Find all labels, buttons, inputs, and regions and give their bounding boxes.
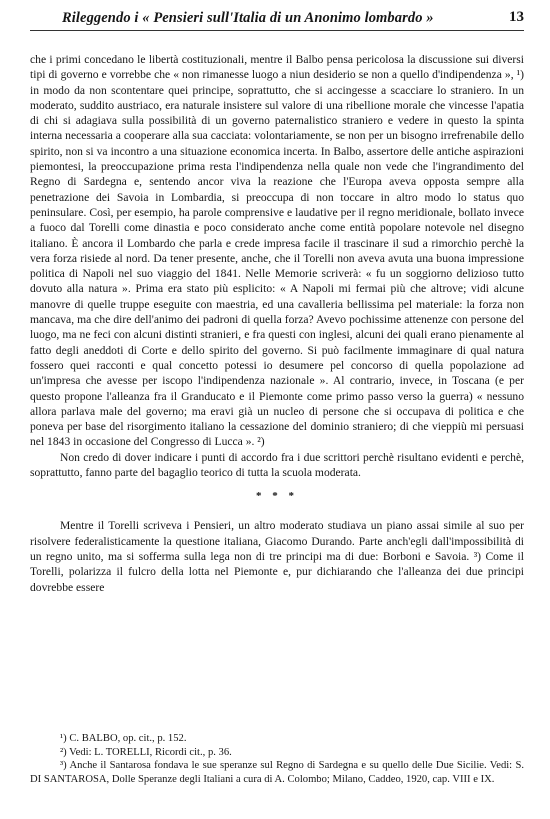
footnote: ²) Vedi: L. TORELLI, Ricordi cit., p. 36.	[60, 746, 232, 758]
paragraph: Mentre il Torelli scriveva i Pensieri, un altro moderato studiava un piano assai simile al suo per risolvere federalisticamente la questione italiana, Giacomo Durando. Parte anch'egli dall'impossibilità di un regno unito, ma si sofferma sulla lega non di tre principi ma di due: Borboni e Savoia. ³) Come il Torelli, polarizza il fulcro della lotta nel Piemonte e, pur dichiarando che l'alleanza dei due principi dovrebbe essere	[30, 519, 524, 594]
running-header	[30, 8, 524, 31]
body-text	[30, 52, 524, 595]
footnote: ³) Anche il Santarosa fondava le sue speranze sul Regno di Sardegna e su quello delle Due Sicilie. Vedi: S. DI SANTAROSA, Dolle Speranze degli Italiani a cura di A. Colombo; Milano, Caddeo, 1920, cap. VIII e IX.	[30, 760, 524, 785]
running-title: Rileggendo i « Pensieri sull'Italia di un Anonimo lombardo »	[62, 10, 434, 26]
section-separator: * * *	[256, 490, 298, 503]
page-number: 13	[509, 9, 524, 25]
paragraph: che i primi concedano le libertà costituzionali, mentre il Balbo pensa pericolosa la discussione sui diversi tipi di governo e vorrebbe che « non rimanesse luogo a niun desiderio se non a quello d'indipendenza », ¹) in modo da non scontentare quei principe, soprattutto, che si accingesse a scacciare lo straniero. In un moderato, suddito austriaco, era naturale insistere sul valore di una ribellione morale che vincesse l'apatia di chi si adagiava sulla possibilità di un governo paternalistico straniero e vedere in questo la spinta interna necessaria a cooperare alla sua cacciata: volontariamente, se non per un bisogno irrefrenabile dello spirito, non si va incontro a una situazione economica incerta. In Balbo, assertore delle antiche aspirazioni piemontesi, la preoccupazione prima resta l'indipendenza nella quale non vede che l'ingrandimento del Regno di Sardegna e, sentendo ancor viva la reazione che l'Europa aveva opposta sempre alla penetrazione dei Savoia in Lombardia, si preoccupa di non toccare in altro modo lo status quo peninsulare. Così, per esempio, ha parole comprensive e laudative per il regno meridionale, bollato invece a fuoco dal Torelli come dinastia e poco considerato anche come entità popolare notevole nel disegno italiano. È ancora il Lombardo che parla e crede impresa facile il trascinare il sud a rimorchio perchè la vera forza risiede al nord. Da tener presente, anche, che il Torelli non aveva avuta una buona impressione politica di Napoli nel suo viaggio del 1841. Nelle Memorie scriverà: « fu un soggiorno delizioso tutto dovuto alla natura ». Prima era stato più esplicito: « A Napoli mi fermai più che altrove; vidi alcune manovre di quelle truppe eseguite con maestria, ed una cavalleria bellissima pel materiale: la forza non mancava, ma che dire dell'animo dei padroni di quella forza? Avevo pochissime attenenze con persone del luogo, ma ne feci con alcuni distinti stranieri, e fra questi con inglesi, alcuni dei quali erano pienamente al fatto degli aneddoti di Corte e dello spirito del governo. Si può facilmente immaginare di qual natura fossero quei racconti e qual concetto potessi io desumere pel concorso di quella popolazione ad un'impresa che avesse per iscopo l'indipendenza nazionale ». Al contrario, invece, in Toscana (e per questo propone l'alleanza fra il Granducato e il Piemonte come primo passo verso la guerra) « nessuno allora parlava male del governo; ma eravi già un nucleo di persone che si occupava di politica e che poneva per base del risorgimento italiano la cessazione del dominio straniero; di che vieppiù mi persuasi nel 1843 in occasione del Congresso di Lucca ». ²)	[30, 53, 524, 449]
footnote: ¹) C. BALBO, op. cit., p. 152.	[60, 733, 187, 744]
footnotes	[30, 732, 524, 786]
paragraph: Non credo di dover indicare i punti di accordo fra i due scrittori perchè risultano evidenti e perchè, soprattutto, fanno parte del bagaglio teorico di tutta la scuola moderata.	[30, 450, 524, 480]
